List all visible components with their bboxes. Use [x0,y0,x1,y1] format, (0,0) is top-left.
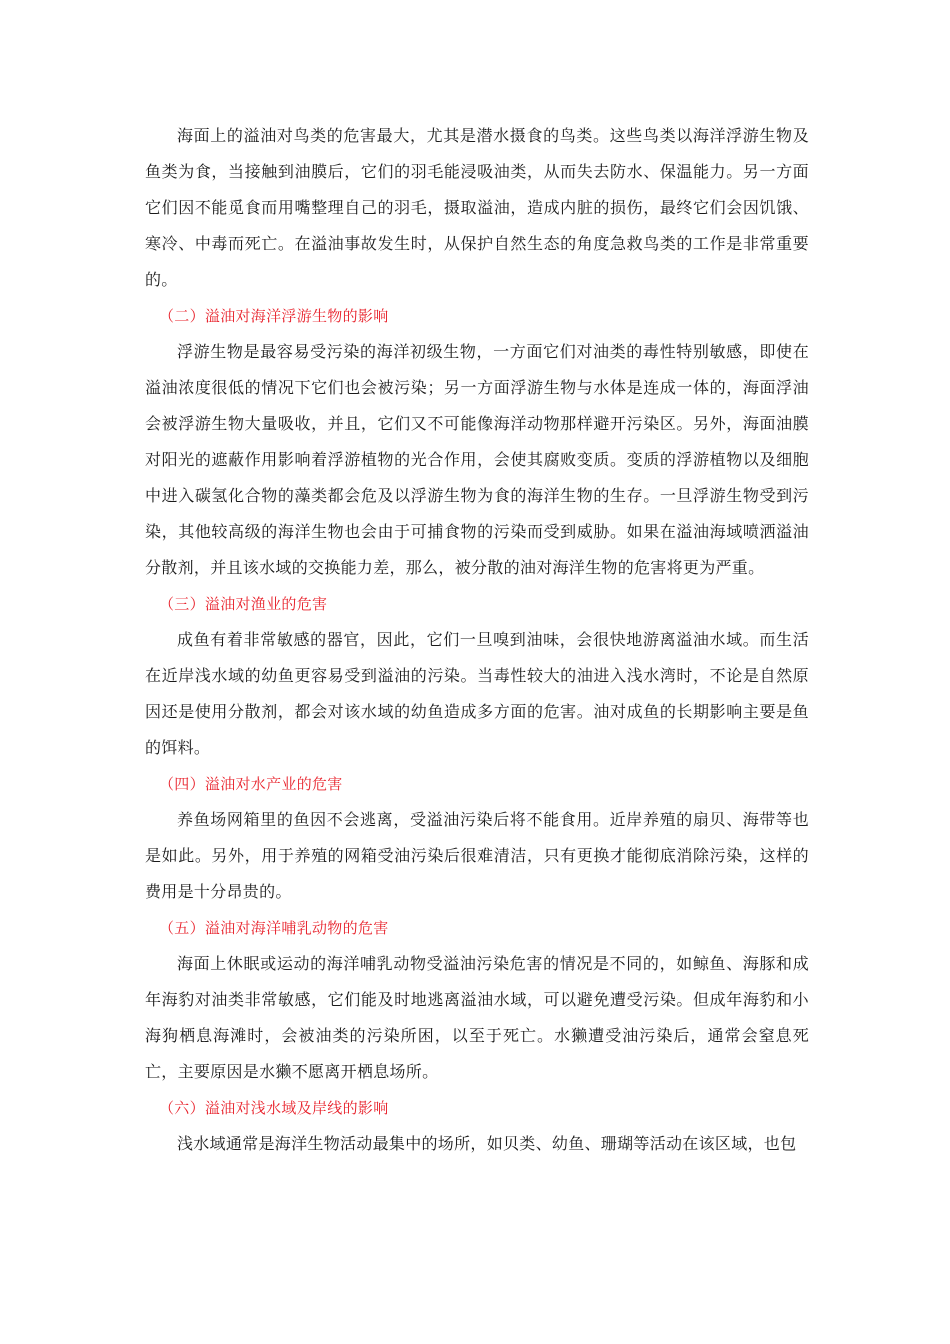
paragraph-mammals: 海面上休眠或运动的海洋哺乳动物受溢油污染危害的情况是不同的，如鲸鱼、海豚和成年海豹对油类非常敏感，它们能及时地逃离溢油水域，可以避免遭受污染。但成年海豹和小海狗栖息海滩时，会被油类的污染所困，以至于死亡。水獭遭受油污染后，通常会窒息死亡，主要原因是水獭不愿离开栖息场所。 [145,954,809,1081]
heading-plankton: （二）溢油对海洋浮游生物的影响 [159,307,389,325]
paragraph-aquaculture: 养鱼场网箱里的鱼因不会逃离，受溢油污染后将不能食用。近岸养殖的扇贝、海带等也是如此。另外，用于养殖的网箱受油污染后很难清洁，只有更换才能彻底消除污染，这样的费用是十分昂贵的。 [145,810,809,901]
heading-shoreline: （六）溢油对浅水域及岸线的影响 [159,1099,389,1117]
document-page [145,118,809,1162]
heading-aquaculture: （四）溢油对水产业的危害 [159,775,343,793]
paragraph-fishery: 成鱼有着非常敏感的器官，因此，它们一旦嗅到油味，会很快地游离溢油水域。而生活在近岸浅水域的幼鱼更容易受到溢油的污染。当毒性较大的油进入浅水湾时，不论是自然原因还是使用分散剂，都会对该水域的幼鱼造成多方面的危害。油对成鱼的长期影响主要是鱼的饵料。 [145,630,809,757]
paragraph-plankton: 浮游生物是最容易受污染的海洋初级生物，一方面它们对油类的毒性特别敏感，即使在溢油浓度很低的情况下它们也会被污染；另一方面浮游生物与水体是连成一体的，海面浮油会被浮游生物大量吸收，并且，它们又不可能像海洋动物那样避开污染区。另外，海面油膜对阳光的遮蔽作用影响着浮游植物的光合作用，会使其腐败变质。变质的浮游植物以及细胞中进入碳氢化合物的藻类都会危及以浮游生物为食的海洋生物的生存。一旦浮游生物受到污染，其他较高级的海洋生物也会由于可捕食物的污染而受到威胁。如果在溢油海域喷洒溢油分散剂，并且该水域的交换能力差，那么，被分散的油对海洋生物的危害将更为严重。 [145,342,809,577]
paragraph-birds: 海面上的溢油对鸟类的危害最大，尤其是潜水摄食的鸟类。这些鸟类以海洋浮游生物及鱼类为食，当接触到油膜后，它们的羽毛能浸吸油类，从而失去防水、保温能力。另一方面它们因不能觅食而用嘴整理自己的羽毛，摄取溢油，造成内脏的损伤，最终它们会因饥饿、寒冷、中毒而死亡。在溢油事故发生时，从保护自然生态的角度急救鸟类的工作是非常重要的。 [145,126,809,289]
heading-mammals: （五）溢油对海洋哺乳动物的危害 [159,919,389,937]
paragraph-shoreline: 浅水域通常是海洋生物活动最集中的场所，如贝类、幼鱼、珊瑚等活动在该区域，也包 [177,1134,797,1153]
heading-fishery: （三）溢油对渔业的危害 [159,595,328,613]
